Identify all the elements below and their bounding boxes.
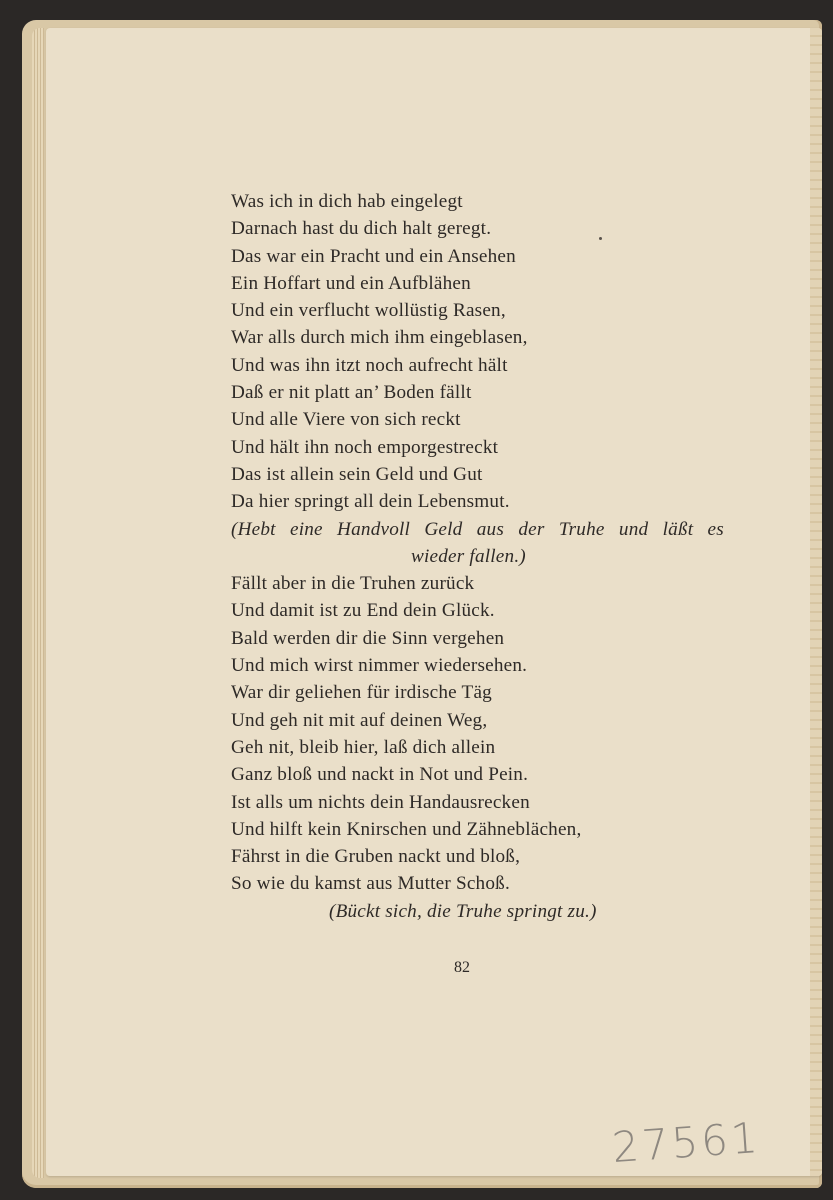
stage-direction-closing: (Bückt sich, die Truhe springt zu.): [329, 900, 597, 922]
verse-line: Ganz bloß und nackt in Not und Pein.: [231, 764, 529, 786]
verse-line: Ein Hoffart und ein Aufblähen: [231, 272, 471, 294]
verse-line: Darnach hast du dich halt geregt.: [231, 218, 492, 240]
verse-line: Und hält ihn noch emporgestreckt: [231, 436, 499, 458]
page-number-text: 82: [454, 959, 470, 976]
verse-line: Bald werden dir die Sinn vergehen: [231, 627, 505, 649]
verse-line: Und damit ist zu End dein Glück.: [231, 600, 495, 622]
direction-word: Handvoll: [337, 518, 411, 540]
verse-line: Da hier springt all dein Lebensmut.: [231, 491, 510, 513]
stage-direction: [231, 516, 724, 543]
rough-page-edge: [810, 28, 822, 1176]
verse-line: So wie du kamst aus Mutter Schoß.: [231, 873, 510, 895]
book-page: [46, 28, 822, 1176]
verse-line: Fährst in die Gruben nackt und bloß,: [231, 846, 521, 868]
direction-word: (Hebt: [231, 518, 276, 540]
archive-pencil-mark: 27561: [610, 1112, 763, 1173]
direction-word: läßt: [662, 518, 694, 540]
verse-line: Und alle Viere von sich reckt: [231, 409, 461, 431]
verse-line: Und hilft kein Knirschen und Zähneblächen,: [231, 818, 582, 840]
verse-line: War alls durch mich ihm eingeblasen,: [231, 327, 528, 349]
direction-word: der: [518, 518, 545, 540]
page-number: [46, 959, 822, 977]
verse-line: Und mich wirst nimmer wiedersehen.: [231, 655, 528, 677]
poem-text: [231, 188, 751, 925]
verse-line: War dir geliehen für irdische Täg: [231, 682, 492, 704]
verse-line: Das war ein Pracht und ein Ansehen: [231, 245, 516, 267]
stage-direction-continuation: wieder fallen.): [411, 545, 526, 567]
direction-word: Geld: [424, 518, 463, 540]
direction-word: aus: [476, 518, 505, 540]
verse-line: Und geh nit mit auf deinen Weg,: [231, 709, 488, 731]
verse-line: Fällt aber in die Truhen zurück: [231, 573, 475, 595]
verse-line: Geh nit, bleib hier, laß dich allein: [231, 736, 496, 758]
verse-line: Daß er nit platt an’ Boden fällt: [231, 382, 472, 404]
verse-line: Und ein verflucht wollüstig Rasen,: [231, 300, 506, 322]
verse-line: Ist alls um nichts dein Handausrecken: [231, 791, 530, 813]
verse-line: Was ich in dich hab eingelegt: [231, 191, 463, 212]
direction-word: Truhe: [558, 518, 605, 540]
verse-line: Und was ihn itzt noch aufrecht hält: [231, 354, 508, 376]
direction-word: eine: [289, 518, 323, 540]
direction-word: und: [618, 518, 649, 540]
direction-word: es: [707, 518, 724, 540]
verse-line: Das ist allein sein Geld und Gut: [231, 463, 483, 485]
